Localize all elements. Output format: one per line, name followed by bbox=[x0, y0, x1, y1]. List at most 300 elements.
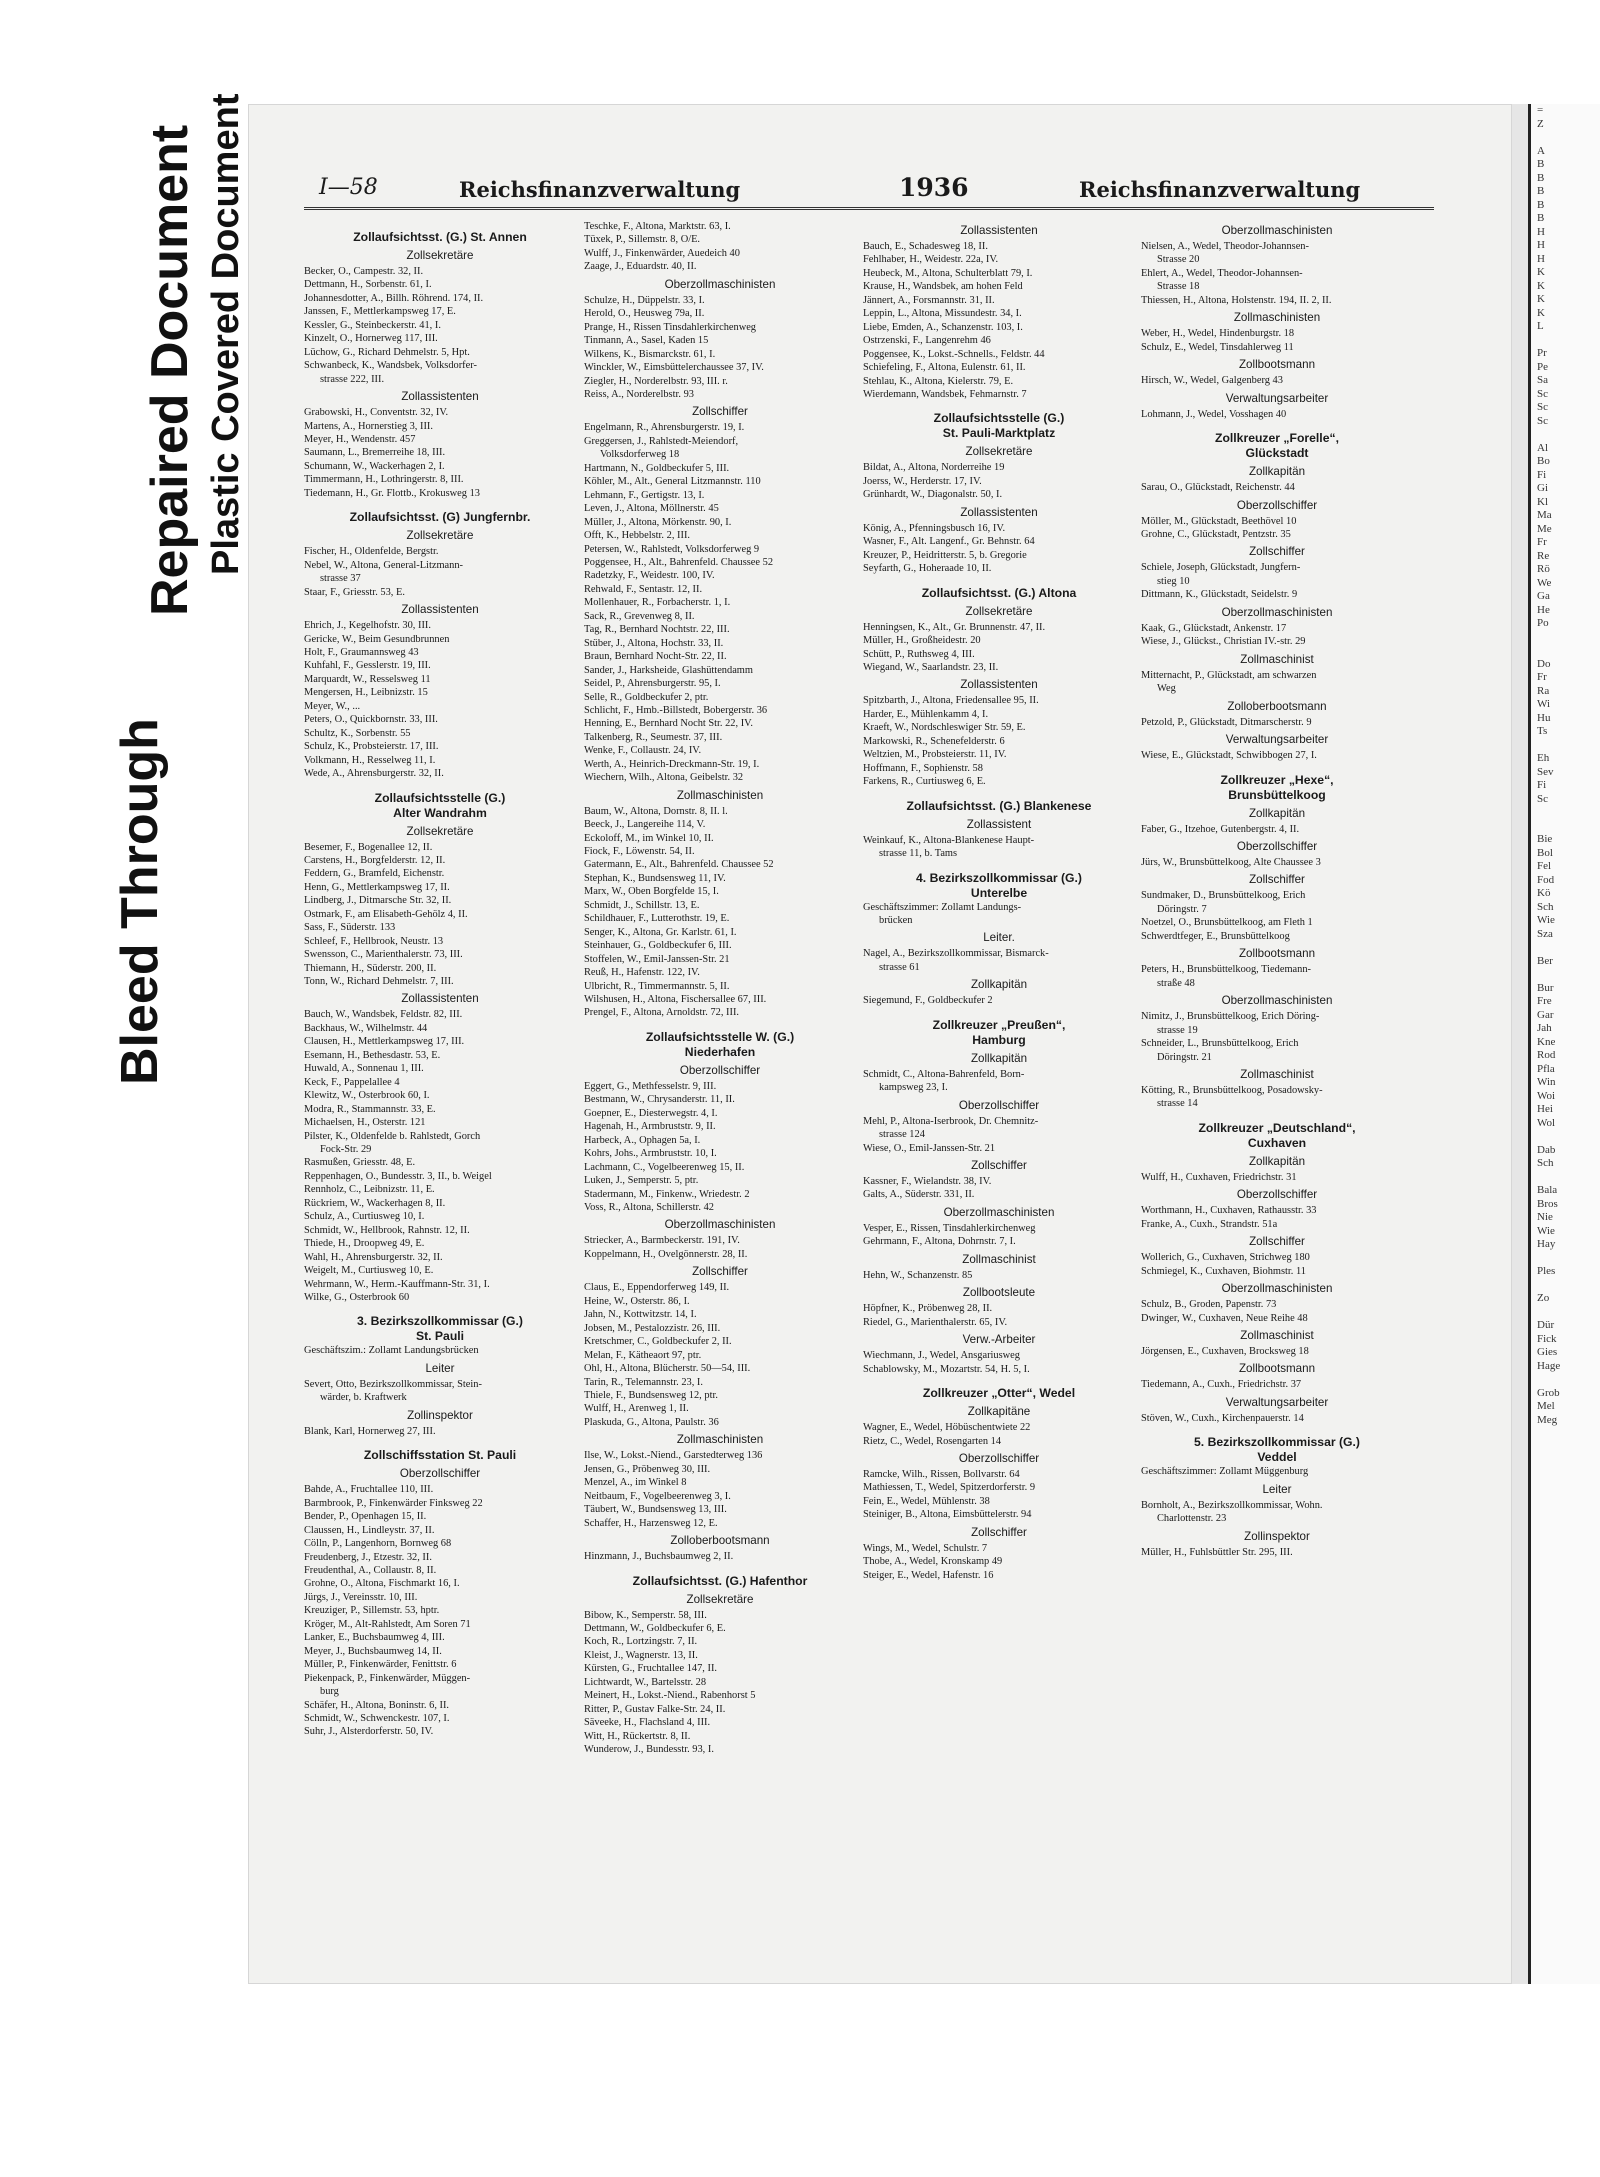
directory-entry: Rasmußen, Griesstr. 48, E. bbox=[304, 1157, 416, 1169]
bleed-through-label: Bleed Through bbox=[111, 718, 169, 1085]
directory-entry: Kürsten, G., Fruchtallee 147, II. bbox=[584, 1663, 718, 1675]
directory-entry-continuation: strasse 14 bbox=[1157, 1098, 1198, 1110]
directory-entry: Liebe, Emden, A., Schanzenstr. 103, I. bbox=[863, 321, 1023, 333]
directory-entry: Ritter, P., Gustav Falke-Str. 24, II. bbox=[584, 1703, 726, 1715]
directory-entry: Müller, P., Finkenwärder, Fenittstr. 6 bbox=[304, 1659, 457, 1671]
directory-entry: Clausen, H., Mettlerkampsweg 17, III. bbox=[304, 1036, 465, 1048]
directory-entry: Wiegand, W., Saarlandstr. 23, II. bbox=[863, 661, 999, 673]
directory-entry: Gehrmann, F., Altona, Dohrnstr. 7, I. bbox=[863, 1236, 1016, 1248]
section-heading: Zollaufsichtsst. (G.) Altona bbox=[921, 585, 1077, 600]
directory-entry: Jobsen, M., Pestalozzistr. 26, III. bbox=[584, 1322, 721, 1334]
directory-entry: Wulff, J., Finkenwärder, Auedeich 40 bbox=[584, 247, 740, 259]
facing-page-fragment: B bbox=[1537, 158, 1545, 170]
directory-entry: Menzel, A., im Winkel 8 bbox=[584, 1477, 687, 1489]
directory-entry: Nimitz, J., Brunsbüttelkoog, Erich Döring- bbox=[1141, 1011, 1320, 1023]
directory-entry: Grohne, C., Glückstadt, Pentzstr. 35 bbox=[1141, 528, 1291, 540]
page-number: I—58 bbox=[319, 175, 378, 200]
directory-entry: Nebel, W., Altona, General-Litzmann- bbox=[304, 559, 463, 571]
rank-subheading: Zolloberbootsmann bbox=[1227, 699, 1327, 713]
facing-page-fragment: Fi bbox=[1537, 468, 1547, 481]
rank-subheading: Zollbootsmann bbox=[1238, 358, 1316, 372]
directory-entry: Wiese, J., Glückst., Christian IV.-str. 29 bbox=[1141, 636, 1306, 648]
facing-page-fragment: Zo bbox=[1537, 1292, 1550, 1304]
facing-page-fragment: K bbox=[1537, 306, 1545, 319]
rank-subheading: Oberzollschiffer bbox=[958, 1098, 1040, 1112]
section-heading: Zollkreuzer „Otter“, Wedel bbox=[922, 1386, 1076, 1401]
directory-entry: Ulbricht, R., Timmermannstr. 5, II. bbox=[584, 980, 730, 992]
directory-entry: Melan, F., Kätheaort 97, ptr. bbox=[584, 1349, 702, 1361]
facing-page-fragment: B bbox=[1537, 212, 1545, 224]
directory-entry: Schultz, K., Sorbenstr. 55 bbox=[304, 727, 411, 739]
running-title-left: Reichsfinanzverwaltung bbox=[459, 177, 741, 202]
facing-page-fragment: Meg bbox=[1537, 1413, 1558, 1426]
directory-entry: Freudenthal, A., Collaustr. 8, II. bbox=[304, 1564, 437, 1576]
rank-subheading: Zollmaschinisten bbox=[676, 1433, 764, 1447]
section-heading: Veddel bbox=[1257, 1450, 1297, 1465]
directory-entry: Dettmann, H., Sorbenstr. 61, I. bbox=[304, 279, 432, 291]
directory-entry: Ohl, H., Altona, Blücherstr. 50—54, III. bbox=[584, 1363, 751, 1375]
directory-entry: Ostrzenski, F., Langenrehm 46 bbox=[863, 335, 991, 347]
rank-subheading: Zollassistenten bbox=[960, 678, 1038, 692]
facing-page-fragment: L bbox=[1537, 320, 1544, 332]
directory-entry: Weber, H., Wedel, Hindenburgstr. 18 bbox=[1141, 328, 1295, 340]
directory-entry: Jännert, A., Forsmannstr. 31, II. bbox=[863, 294, 995, 306]
directory-entry: Poggensee, K., Lokst.-Schnells., Feldstr. 44 bbox=[863, 348, 1045, 360]
directory-entry: Peters, H., Brunsbüttelkoog, Tiedemann- bbox=[1141, 964, 1311, 976]
rank-subheading: Zollinspektor bbox=[1244, 1529, 1310, 1543]
directory-entry: Mengersen, H., Leibnizstr. 15 bbox=[304, 687, 428, 699]
directory-entry: Reppenhagen, O., Bundesstr. 3, II., b. Weigel bbox=[304, 1170, 492, 1182]
directory-entry: Martens, A., Hornerstieg 3, III. bbox=[304, 420, 433, 432]
rank-subheading: Zollinspektor bbox=[407, 1408, 473, 1422]
facing-page-fragment: Kne bbox=[1537, 1035, 1556, 1048]
facing-page-fragment bbox=[1531, 806, 1600, 820]
facing-page-fragment: Kö bbox=[1537, 887, 1551, 899]
facing-page-fragment: Pe bbox=[1537, 360, 1548, 373]
directory-entry: Köhler, M., Alt., General Litzmannstr. 110 bbox=[584, 476, 761, 488]
directory-entry: Modra, R., Stammannstr. 33, E. bbox=[304, 1103, 436, 1115]
directory-entry: Grabowski, H., Conventstr. 32, IV. bbox=[304, 407, 449, 419]
rank-subheading: Oberzollmaschinisten bbox=[1221, 1282, 1333, 1296]
directory-entry: Bauch, E., Schadesweg 18, II. bbox=[863, 241, 988, 252]
directory-entry: Joerss, W., Herderstr. 17, IV. bbox=[863, 475, 982, 487]
rank-subheading: Oberzollmaschinisten bbox=[664, 277, 776, 291]
directory-entry: Ostmark, F., am Elisabeth-Gehölz 4, II. bbox=[304, 908, 468, 920]
facing-page-fragment bbox=[1531, 334, 1600, 348]
directory-entry: Spitzbarth, J., Altona, Friedensallee 95, II. bbox=[863, 695, 1039, 707]
facing-page-fragment bbox=[1531, 428, 1600, 442]
facing-page-fragment: Do bbox=[1537, 657, 1551, 670]
directory-entry: Seidel, P., Ahrensburgerstr. 95, I. bbox=[584, 678, 721, 690]
facing-page-fragment: Sc bbox=[1537, 387, 1548, 400]
facing-page-fragment: Sza bbox=[1537, 927, 1553, 940]
directory-entry: Ziegler, H., Norderelbstr. 93, III. r. bbox=[584, 375, 728, 387]
directory-entry: Striecker, A., Barmbeckerstr. 191, IV. bbox=[584, 1235, 740, 1247]
section-heading: Zollkreuzer „Forelle“, bbox=[1215, 431, 1339, 446]
directory-entry: Tiedemann, H., Gr. Flottb., Krokusweg 13 bbox=[304, 487, 480, 499]
directory-entry: Barmbrook, P., Finkenwärder Finksweg 22 bbox=[304, 1497, 483, 1509]
directory-entry: Esemann, H., Bethesdastr. 53, E. bbox=[304, 1049, 441, 1061]
directory-entry: Reuß, H., Hafenstr. 122, IV. bbox=[584, 967, 700, 979]
facing-page-fragment bbox=[1531, 1252, 1600, 1266]
rank-subheading: Oberzollmaschinisten bbox=[1221, 224, 1333, 237]
document-page bbox=[248, 104, 1512, 1984]
directory-entry-continuation: Charlottenstr. 23 bbox=[1157, 1513, 1227, 1525]
section-heading: Brunsbüttelkoog bbox=[1228, 787, 1326, 802]
section-heading: Zollaufsichtsst. (G.) Hafenthor bbox=[632, 1573, 808, 1588]
directory-entry: Lehmann, F., Gertigstr. 13, I. bbox=[584, 489, 705, 501]
directory-entry: Sass, F., Süderstr. 133 bbox=[304, 922, 396, 934]
directory-entry: Schiefeling, F., Altona, Eulenstr. 61, II. bbox=[863, 362, 1026, 374]
rank-subheading: Zollsekretäre bbox=[965, 604, 1033, 618]
directory-entry-continuation: Strasse 18 bbox=[1157, 281, 1200, 293]
directory-entry: Wings, M., Wedel, Schulstr. 7 bbox=[863, 1542, 988, 1554]
section-heading: St. Pauli bbox=[415, 1329, 465, 1344]
directory-entry: Saumann, L., Bremerreihe 18, III. bbox=[304, 447, 446, 459]
rank-subheading: Verwaltungsarbeiter bbox=[1225, 1395, 1329, 1409]
facing-page-fragment: Woi bbox=[1537, 1089, 1556, 1102]
facing-page-fragment: Wol bbox=[1537, 1116, 1556, 1129]
facing-page-fragment bbox=[1531, 1306, 1600, 1320]
directory-entry: Winckler, W., Eimsbüttelerchaussee 37, IV. bbox=[584, 362, 764, 374]
directory-entry: Backhaus, W., Wilhelmstr. 44 bbox=[304, 1022, 428, 1034]
section-heading: Zollkreuzer „Deutschland“, bbox=[1198, 1120, 1356, 1135]
directory-entry: Severt, Otto, Bezirkszollkommissar, Stein- bbox=[304, 1378, 482, 1390]
directory-entry: Thiede, H., Droopweg 49, E. bbox=[304, 1238, 425, 1250]
directory-entry: Wenke, F., Collaustr. 24, IV. bbox=[584, 745, 702, 757]
facing-page-fragment: Eh bbox=[1537, 752, 1550, 764]
directory-entry: Vesper, E., Rissen, Tinsdahlerkirchenweg bbox=[863, 1222, 1036, 1234]
rank-subheading: Zollassistenten bbox=[401, 603, 479, 617]
directory-entry: Schulz, B., Groden, Papenstr. 73 bbox=[1141, 1299, 1277, 1311]
directory-entry: Staar, F., Griesstr. 53, E. bbox=[304, 586, 405, 598]
directory-entry-continuation: stieg 10 bbox=[1157, 575, 1190, 587]
directory-entry: Lohmann, J., Wedel, Vosshagen 40 bbox=[1141, 408, 1287, 420]
directory-entry: Peters, O., Quickbornstr. 33, III. bbox=[304, 714, 438, 726]
directory-entry: Stoffelen, W., Emil-Janssen-Str. 21 bbox=[584, 953, 730, 965]
directory-entry: Wagner, E., Wedel, Höbüschentwiete 22 bbox=[863, 1422, 1031, 1434]
directory-entry: Galts, A., Süderstr. 331, II. bbox=[863, 1189, 975, 1201]
facing-page-fragment bbox=[1531, 1130, 1600, 1144]
section-heading: Zollschiffsstation St. Pauli bbox=[363, 1448, 517, 1463]
facing-page-fragment: Grob bbox=[1537, 1386, 1560, 1399]
directory-entry: Poggensee, H., Alt., Bahrenfeld. Chaussee 52 bbox=[584, 556, 774, 568]
directory-entry: Henningsen, K., Alt., Gr. Brunnenstr. 47, II. bbox=[863, 621, 1046, 633]
facing-page-fragment: Ma bbox=[1537, 509, 1552, 521]
directory-entry: Beeck, J., Langereihe 114, V. bbox=[584, 819, 706, 831]
directory-entry-continuation: strasse 222, III. bbox=[320, 373, 385, 385]
directory-entry: Geschäftszimmer: Zollamt Landungs- bbox=[863, 901, 1022, 913]
facing-page-fragment: Fod bbox=[1537, 873, 1555, 886]
facing-page-fragment: Hei bbox=[1537, 1103, 1553, 1115]
rank-subheading: Zollsekretäre bbox=[406, 249, 474, 262]
facing-page-fragment: Al bbox=[1537, 441, 1548, 454]
directory-entry: Schildhauer, F., Lutterothstr. 19, E. bbox=[584, 913, 730, 925]
rank-subheading: Oberzollschiffer bbox=[1236, 498, 1318, 512]
directory-entry-continuation: strasse 61 bbox=[879, 961, 920, 973]
rank-subheading: Verwaltungsarbeiter bbox=[1225, 391, 1329, 405]
facing-page-fragment: Bie bbox=[1537, 833, 1553, 845]
directory-entry: Suhr, J., Alsterdorferstr. 50, IV. bbox=[304, 1726, 434, 1738]
directory-entry: Lichtwardt, W., Bartelsstr. 28 bbox=[584, 1676, 707, 1688]
directory-entry: Johannesdotter, A., Billh. Röhrend. 174, II. bbox=[304, 292, 484, 304]
directory-entry: Fein, E., Wedel, Mühlenstr. 38 bbox=[863, 1495, 990, 1507]
rank-subheading: Leiter bbox=[1262, 1482, 1292, 1496]
directory-entry: Hoffmann, F., Sophienstr. 58 bbox=[863, 762, 983, 774]
directory-entry: Müller, H., Großheidestr. 20 bbox=[863, 635, 981, 647]
directory-entry: Koppelmann, H., Ovelgönnerstr. 28, II. bbox=[584, 1248, 748, 1260]
directory-entry: Becker, O., Campestr. 32, II. bbox=[304, 266, 424, 277]
facing-page-fragment: Ts bbox=[1537, 725, 1548, 737]
section-heading: St. Pauli-Marktplatz bbox=[942, 426, 1056, 441]
rank-subheading: Zolloberbootsmann bbox=[670, 1534, 770, 1548]
directory-entry: Holt, F., Graumannsweg 43 bbox=[304, 646, 419, 658]
directory-entry: Steinhauer, G., Goldbeckufer 6, III. bbox=[584, 940, 732, 952]
directory-entry: Ilse, W., Lokst.-Niend., Garstedterweg 136 bbox=[584, 1450, 763, 1462]
directory-entry: Dwinger, W., Cuxhaven, Neue Reihe 48 bbox=[1141, 1312, 1308, 1324]
directory-entry: Voss, R., Altona, Schillerstr. 42 bbox=[584, 1202, 714, 1213]
directory-entry: Rietz, C., Wedel, Rosengarten 14 bbox=[863, 1435, 1002, 1447]
facing-page-fragment: Pr bbox=[1537, 347, 1547, 359]
rank-subheading: Zollschiffer bbox=[692, 1265, 748, 1279]
directory-entry: Mitternacht, P., Glückstadt, am schwarzen bbox=[1141, 669, 1317, 681]
directory-entry: Fehlhaber, H., Weidestr. 22a, IV. bbox=[863, 254, 999, 266]
directory-entry: Kröger, M., Alt-Rahlstedt, Am Soren 71 bbox=[304, 1618, 471, 1630]
directory-entry: Tag, R., Bernhard Nochtstr. 22, III. bbox=[584, 624, 730, 636]
rank-subheading: Leiter bbox=[425, 1361, 455, 1375]
rank-subheading: Zollkapitäne bbox=[967, 1405, 1031, 1419]
directory-entry: Bildat, A., Altona, Norderreihe 19 bbox=[863, 462, 1005, 474]
facing-page-fragment: He bbox=[1537, 603, 1550, 616]
rank-subheading: Verw.-Arbeiter bbox=[962, 1333, 1036, 1347]
directory-entry: Jensen, G., Pröbenweg 30, III. bbox=[584, 1463, 711, 1475]
rank-subheading: Zollmaschinist bbox=[962, 1252, 1036, 1266]
directory-entry: Selle, R., Goldbeckufer 2, ptr. bbox=[584, 691, 709, 703]
directory-entry: Schneider, L., Brunsbüttelkoog, Erich bbox=[1141, 1038, 1299, 1050]
directory-entry: Wunderow, J., Bundesstr. 93, I. bbox=[584, 1744, 714, 1756]
directory-entry: Henning, E., Bernhard Nocht Str. 22, IV. bbox=[584, 718, 753, 730]
directory-entry: Seyfarth, G., Hoheraade 10, II. bbox=[863, 563, 992, 575]
directory-entry: Heubeck, M., Altona, Schulterblatt 79, I. bbox=[863, 267, 1033, 279]
directory-entry: Rennholz, C., Leibnizstr. 11, E. bbox=[304, 1184, 435, 1196]
facing-page-fragment: K bbox=[1537, 279, 1545, 292]
directory-entry: Fiock, F., Löwenstr. 54, II. bbox=[584, 846, 695, 858]
directory-entry: Ehrich, J., Kegelhofstr. 30, III. bbox=[304, 620, 431, 632]
rank-subheading: Oberzollmaschinisten bbox=[664, 1218, 776, 1232]
text-column-4 bbox=[1141, 220, 1413, 1559]
directory-entry: Krause, H., Wandsbek, am hohen Feld bbox=[863, 281, 1023, 293]
directory-entry: Geschäftszimmer: Zollamt Müggenburg bbox=[1141, 1466, 1309, 1478]
rank-subheading: Oberzollschiffer bbox=[399, 1467, 481, 1481]
facing-page-fragment bbox=[1531, 131, 1600, 145]
directory-entry: Kötting, R., Brunsbüttelkoog, Posadowsky- bbox=[1141, 1084, 1323, 1096]
directory-entry: Kohrs, Johs., Armbruststr. 10, I. bbox=[584, 1148, 717, 1160]
directory-entry: Leppin, L., Altona, Missundestr. 34, I. bbox=[863, 308, 1022, 320]
facing-page-fragment: Hay bbox=[1537, 1238, 1556, 1250]
directory-entry: Jürs, W., Brunsbüttelkoog, Alte Chaussee 3 bbox=[1141, 856, 1321, 868]
directory-entry: Kuhfahl, F., Gesslerstr. 19, III. bbox=[304, 660, 431, 672]
directory-entry-continuation: Fock-Str. 29 bbox=[320, 1144, 372, 1156]
section-heading: Zollaufsichtsstelle (G.) bbox=[374, 790, 506, 805]
rank-subheading: Zollmaschinist bbox=[1240, 652, 1314, 666]
directory-entry: Höpfner, K., Pröbenweg 28, II. bbox=[863, 1303, 993, 1315]
directory-entry: Baum, W., Altona, Dornstr. 8, II. l. bbox=[584, 805, 728, 817]
directory-entry: Wahl, H., Ahrensburgerstr. 32, II. bbox=[304, 1251, 443, 1263]
directory-entry: Kassner, F., Wielandstr. 38, IV. bbox=[863, 1176, 992, 1188]
directory-entry: Sander, J., Harksheide, Glashüttendamm bbox=[584, 664, 753, 676]
directory-entry: Rehwald, F., Sentastr. 12, II. bbox=[584, 583, 703, 595]
directory-entry: Noetzel, O., Brunsbüttelkoog, am Fleth 1 bbox=[1141, 917, 1313, 929]
directory-entry: Schütt, P., Ruthsweg 4, III. bbox=[863, 648, 975, 660]
facing-page-fragment: Sa bbox=[1537, 374, 1548, 386]
repaired-document-label: Repaired Document bbox=[141, 124, 199, 616]
rank-subheading: Zollkapitän bbox=[1248, 465, 1306, 479]
directory-entry: Wollerich, G., Cuxhaven, Strichweg 180 bbox=[1141, 1252, 1310, 1264]
directory-entry: Jahn, N., Kottwitzstr. 14, I. bbox=[584, 1309, 697, 1321]
directory-entry-continuation: burg bbox=[320, 1686, 339, 1698]
directory-entry: Franke, A., Cuxh., Strandstr. 51a bbox=[1141, 1218, 1278, 1230]
directory-entry: Schmidt, W., Hellbrook, Rahnstr. 12, II. bbox=[304, 1224, 470, 1236]
directory-entry: Hehn, W., Schanzenstr. 85 bbox=[863, 1269, 973, 1281]
directory-entry: Wehrmann, W., Herm.-Kauffmann-Str. 31, I. bbox=[304, 1278, 490, 1290]
text-column-2 bbox=[584, 220, 856, 1757]
header-rule bbox=[304, 207, 1434, 210]
rank-subheading: Zollschiffer bbox=[971, 1525, 1027, 1539]
directory-entry: Wiechmann, J., Wedel, Ansgariusweg bbox=[863, 1350, 1020, 1362]
facing-page-edge bbox=[1528, 104, 1600, 1984]
directory-entry: König, A., Pfenningsbusch 16, IV. bbox=[863, 522, 1006, 534]
facing-page-fragment: H bbox=[1537, 225, 1545, 238]
directory-entry: Grohne, O., Altona, Fischmarkt 16, I. bbox=[304, 1578, 460, 1590]
facing-page-fragment: Z bbox=[1537, 117, 1544, 130]
directory-entry: Kreuzer, P., Heidritterstr. 5, b. Gregorie bbox=[863, 549, 1027, 561]
directory-entry: Swensson, C., Marienthalerstr. 73, III. bbox=[304, 949, 463, 961]
directory-entry: Bauch, W., Wandsbek, Feldstr. 82, III. bbox=[304, 1009, 463, 1021]
directory-entry: Huwald, A., Sonnenau 1, III. bbox=[304, 1063, 424, 1075]
directory-entry: Möller, M., Glückstadt, Beethövel 10 bbox=[1141, 515, 1297, 527]
directory-entry: Jürgs, J., Vereinsstr. 10, III. bbox=[304, 1591, 418, 1603]
section-heading: Hamburg bbox=[972, 1032, 1026, 1047]
rank-subheading: Zollschiffer bbox=[692, 405, 748, 419]
directory-entry: Bornholt, A., Bezirkszollkommissar, Wohn. bbox=[1141, 1499, 1323, 1511]
facing-page-fragment: Fi bbox=[1537, 779, 1547, 791]
rank-subheading: Oberzollschiffer bbox=[1236, 1188, 1318, 1202]
rank-subheading: Zollmaschinist bbox=[1240, 1329, 1314, 1343]
directory-entry-continuation: Döringstr. 7 bbox=[1157, 903, 1207, 915]
directory-entry: Stehlau, K., Altona, Kielerstr. 79, E. bbox=[863, 375, 1014, 387]
directory-entry: Schlicht, F., Hmb.-Billstedt, Bobergerstr. 36 bbox=[584, 704, 768, 716]
directory-entry: Braun, Bernhard Nocht-Str. 22, II. bbox=[584, 651, 727, 663]
directory-entry: Sack, R., Grevenweg 8, II. bbox=[584, 610, 695, 622]
facing-page-fragment bbox=[1531, 1373, 1600, 1387]
facing-page-fragment: Ga bbox=[1537, 590, 1550, 602]
directory-entry: Meyer, W., ... bbox=[304, 700, 361, 712]
directory-entry: Wulff, H., Arenweg 1, II. bbox=[584, 1403, 689, 1415]
directory-entry: Michaelsen, H., Osterstr. 121 bbox=[304, 1117, 426, 1129]
rank-subheading: Zollmaschinist bbox=[1240, 1067, 1314, 1081]
facing-page-fragment: We bbox=[1537, 576, 1552, 589]
facing-page-fragment: Bala bbox=[1537, 1184, 1558, 1196]
facing-page-fragment: Mel bbox=[1537, 1400, 1555, 1412]
directory-entry: Meinert, H., Lokst.-Niend., Rabenhorst 5 bbox=[584, 1690, 756, 1702]
directory-entry-continuation: Weg bbox=[1157, 683, 1176, 695]
rank-subheading: Zollschiffer bbox=[1249, 873, 1305, 887]
facing-page-fragment: Nie bbox=[1537, 1211, 1553, 1223]
directory-entry: Farkens, R., Curtiusweg 6, E. bbox=[863, 776, 986, 788]
rank-subheading: Oberzollmaschinisten bbox=[943, 1205, 1055, 1219]
directory-entry: Nagel, A., Bezirkszollkommissar, Bismarck- bbox=[863, 948, 1049, 960]
directory-entry: Kretschmer, C., Goldbeckufer 2, II. bbox=[584, 1336, 732, 1348]
directory-entry: Markowski, R., Schenefelderstr. 6 bbox=[863, 735, 1005, 747]
facing-page-fragment: Ber bbox=[1537, 954, 1553, 967]
directory-entry: Blank, Karl, Hornerweg 27, III. bbox=[304, 1425, 436, 1437]
rank-subheading: Zollmaschinisten bbox=[1233, 311, 1321, 325]
directory-entry-continuation: strasse 37 bbox=[320, 573, 361, 585]
facing-page-fragment: Ples bbox=[1537, 1265, 1556, 1277]
facing-page-fragment: Gi bbox=[1537, 482, 1548, 494]
rank-subheading: Zollschiffer bbox=[1249, 1235, 1305, 1249]
rank-subheading: Oberzollmaschinisten bbox=[1221, 994, 1333, 1008]
facing-page-fragment: K bbox=[1537, 266, 1545, 278]
rank-subheading: Zollkapitän bbox=[1248, 1154, 1306, 1168]
rank-subheading: Zollassistent bbox=[966, 817, 1032, 831]
page-gutter-shadow bbox=[1512, 104, 1528, 1984]
directory-entry: Prengel, F., Altona, Arnoldstr. 72, III. bbox=[584, 1007, 740, 1019]
directory-entry: Schwerdtfeger, E., Brunsbüttelkoog bbox=[1141, 930, 1290, 942]
rank-subheading: Zollassistenten bbox=[960, 505, 1038, 519]
facing-page-fragment: Win bbox=[1537, 1076, 1556, 1088]
directory-entry: Schwanbeck, K., Wandsbek, Volksdorfer- bbox=[304, 360, 477, 372]
directory-entry: Koch, R., Lortzingstr. 7, II. bbox=[584, 1636, 698, 1648]
directory-entry: Schmidt, C., Altona-Bahrenfeld, Born- bbox=[863, 1068, 1025, 1080]
section-heading: 3. Bezirkszollkommissar (G.) bbox=[357, 1314, 523, 1329]
directory-entry: Lachmann, C., Vogelbeerenweg 15, II. bbox=[584, 1161, 745, 1173]
directory-entry: Kaak, G., Glückstadt, Ankenstr. 17 bbox=[1141, 622, 1287, 634]
directory-entry: Senger, K., Altona, Gr. Karlstr. 61, I. bbox=[584, 926, 737, 938]
directory-entry: Talkenberg, R., Seumestr. 37, III. bbox=[584, 731, 723, 743]
directory-entry: Grünhardt, W., Diagonalstr. 50, I. bbox=[863, 489, 1003, 501]
directory-entry: Lindberg, J., Ditmarsche Str. 32, II. bbox=[304, 895, 452, 907]
directory-entry: Freudenberg, J., Etzestr. 32, II. bbox=[304, 1551, 432, 1563]
directory-entry: Henn, G., Mettlerkampsweg 17, II. bbox=[304, 881, 450, 893]
directory-entry: Fischer, H., Oldenfelde, Bergstr. bbox=[304, 546, 439, 558]
directory-entry: Weigelt, M., Curtiusweg 10, E. bbox=[304, 1265, 434, 1277]
directory-entry: Herold, O., Heusweg 79a, II. bbox=[584, 308, 705, 320]
facing-page-fragment: Sc bbox=[1537, 401, 1548, 413]
directory-entry: Klewitz, W., Osterbrook 60, I. bbox=[304, 1090, 430, 1102]
facing-page-fragment: Hage bbox=[1537, 1359, 1561, 1372]
plastic-covered-document-label: Plastic Covered Document bbox=[205, 93, 247, 575]
rank-subheading: Zollbootsleute bbox=[962, 1286, 1036, 1300]
rank-subheading: Zollassistenten bbox=[401, 992, 479, 1006]
facing-page-fragment: H bbox=[1537, 239, 1545, 251]
directory-entry: Lüchow, G., Richard Dehmelstr. 5, Hpt. bbox=[304, 346, 470, 358]
directory-entry: Hinzmann, J., Buchsbaumweg 2, II. bbox=[584, 1551, 734, 1563]
directory-entry: Nielsen, A., Wedel, Theodor-Johannsen- bbox=[1141, 241, 1309, 252]
facing-page-fragment: Bol bbox=[1537, 846, 1553, 859]
facing-page-fragment: K bbox=[1537, 293, 1545, 305]
directory-entry: Keck, F., Pappelallee 4 bbox=[304, 1076, 400, 1088]
directory-entry: Tiedemann, A., Cuxh., Friedrichstr. 37 bbox=[1141, 1379, 1302, 1391]
directory-entry: Eckoloff, M., im Winkel 10, II. bbox=[584, 832, 714, 844]
directory-entry: Steiger, E., Wedel, Hafenstr. 16 bbox=[863, 1569, 994, 1581]
facing-page-fragment: Me bbox=[1537, 522, 1552, 535]
directory-entry: Offt, K., Hebbelstr. 2, III. bbox=[584, 530, 691, 542]
directory-entry: Teschke, F., Altona, Marktstr. 63, I. bbox=[584, 221, 731, 232]
rank-subheading: Zollsekretäre bbox=[686, 1592, 754, 1606]
directory-entry: Schulz, E., Wedel, Tinsdahlerweg 11 bbox=[1141, 341, 1294, 353]
directory-entry: Jörgensen, E., Cuxhaven, Brocksweg 18 bbox=[1141, 1346, 1309, 1358]
